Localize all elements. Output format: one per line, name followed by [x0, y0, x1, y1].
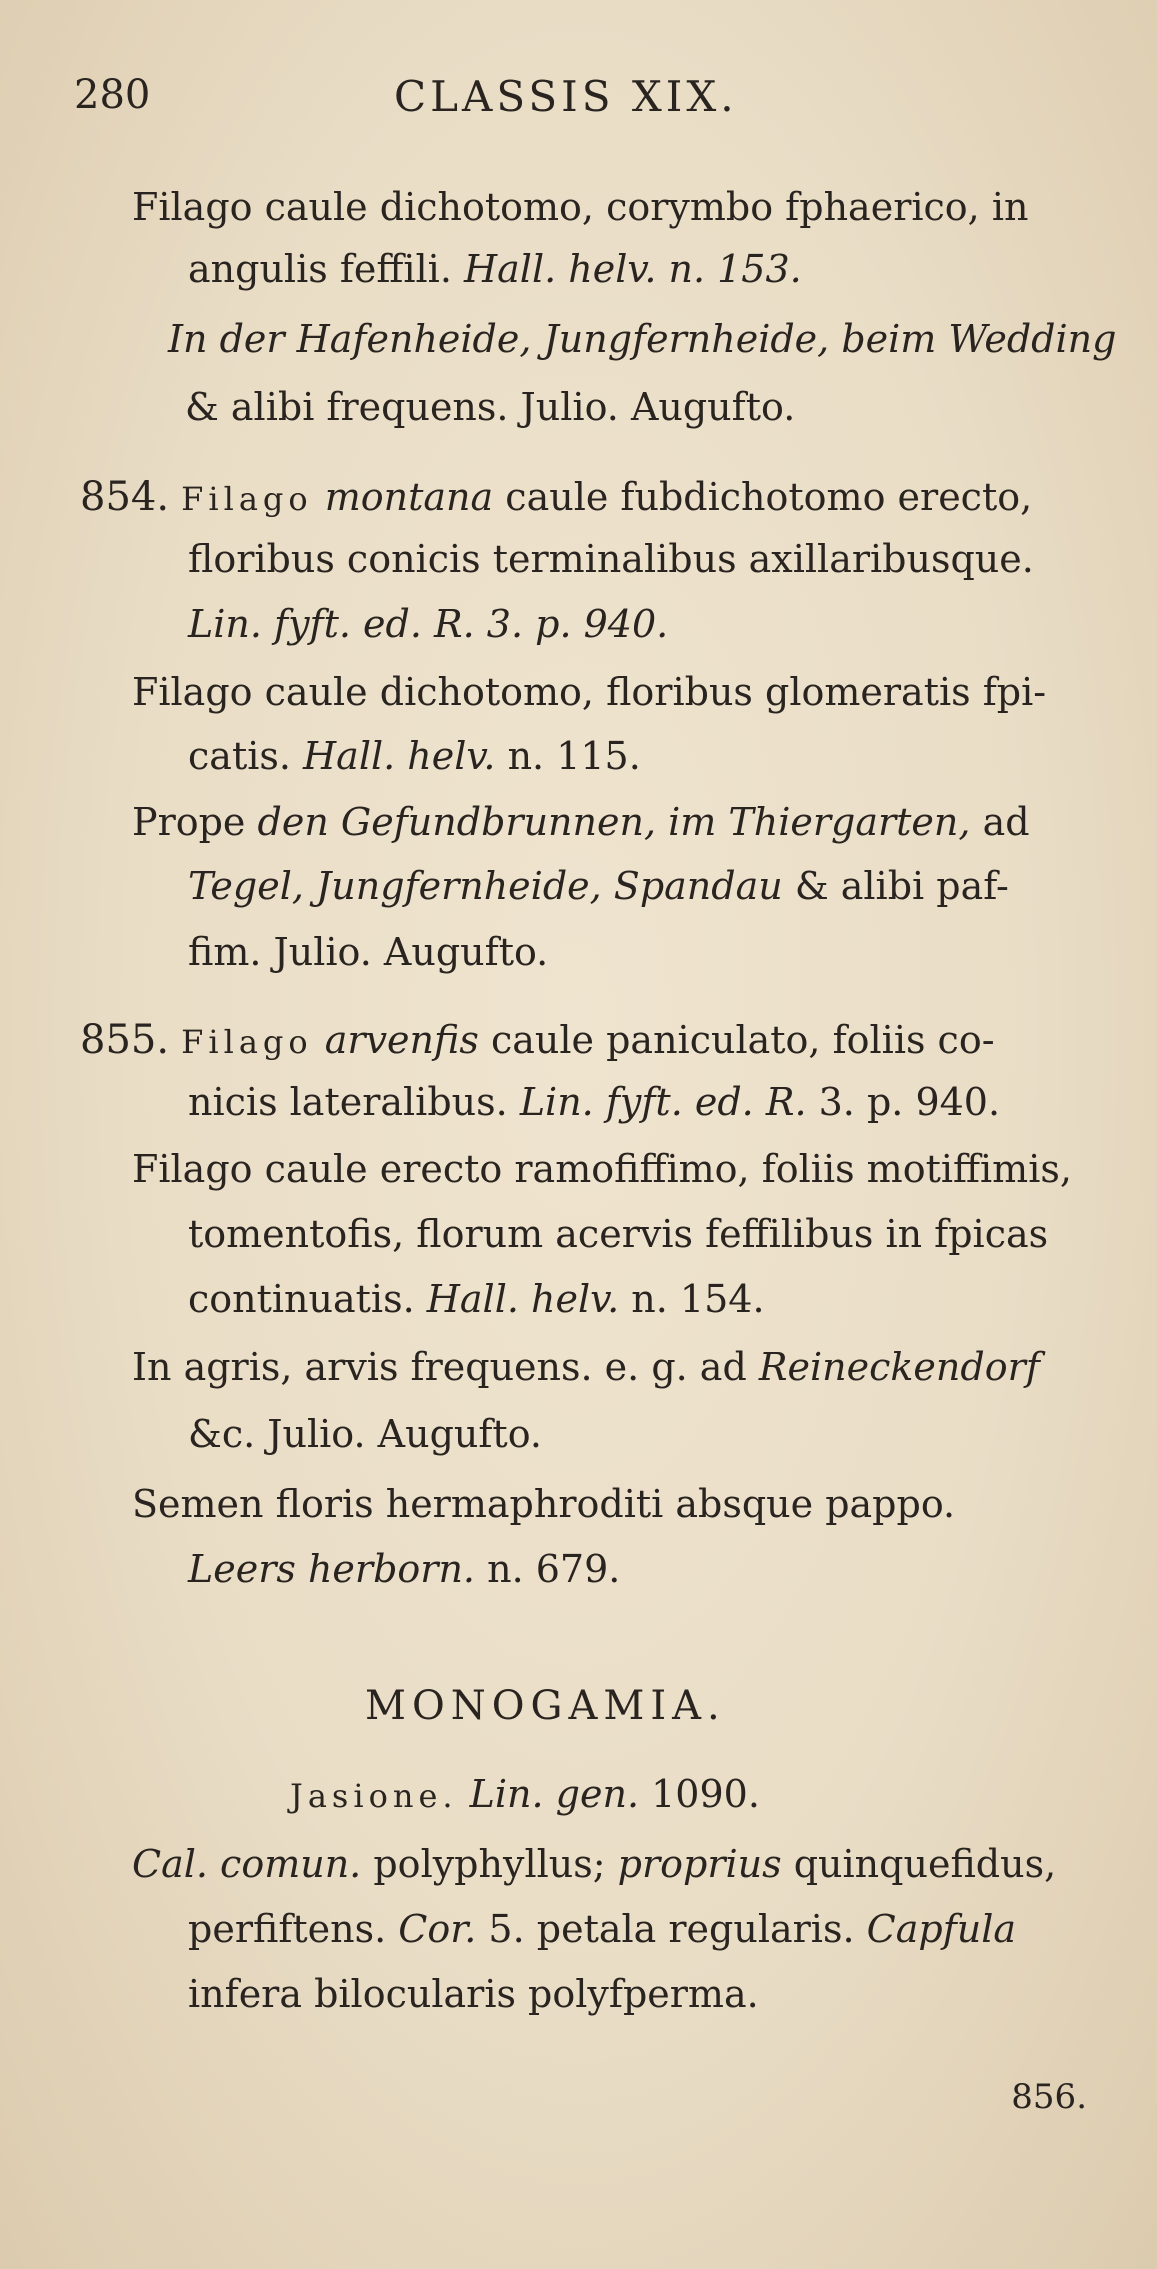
section-title: MONOGAMIA. [365, 1683, 726, 1729]
text-line: &c. Julio. Augufto. [188, 1412, 542, 1456]
text-line: In agris, arvis frequens. e. g. ad Reineckendorf [132, 1345, 1040, 1389]
text-line: floribus conicis terminalibus axillaribusque. [188, 537, 1034, 581]
text-line: Tegel, Jungfernheide, Spandau & alibi paf- [188, 864, 1009, 908]
text-line: infera bilocularis polyfperma. [188, 1972, 759, 2016]
entry-855-heading: 855. Filago arvenfis caule paniculato, foliis co- [80, 1017, 995, 1063]
text-line: Filago caule dichotomo, corymbo fphaerico, in [132, 185, 1029, 229]
entry-854-heading: 854. Filago montana caule fubdichotomo erecto, [80, 474, 1033, 520]
text-line: Cal. comun. polyphyllus; proprius quinquefidus, [132, 1842, 1057, 1886]
text-line: nicis lateralibus. Lin. fyft. ed. R. 3. p. 940. [188, 1080, 1001, 1124]
text-line: perfiftens. Cor. 5. petala regularis. Capfula [188, 1907, 1017, 1951]
text-line: Filago caule erecto ramofiffimo, foliis motiffimis, [132, 1147, 1072, 1191]
text-line: In der Hafenheide, Jungfernheide, beim Wedding [168, 317, 1117, 361]
text-line: catis. Hall. helv. n. 115. [188, 734, 641, 778]
catchword: 856. [1011, 2077, 1087, 2117]
page-header [74, 72, 1083, 132]
text-line: tomentofis, florum acervis feffilibus in fpicas [188, 1212, 1049, 1256]
text-line: angulis feffili. Hall. helv. n. 153. [188, 247, 802, 291]
genus-heading: Jasione. Lin. gen. 1090. [290, 1772, 760, 1816]
page-number: 280 [74, 72, 151, 118]
text-line: Semen floris hermaphroditi absque pappo. [132, 1482, 956, 1526]
text-line: continuatis. Hall. helv. n. 154. [188, 1277, 765, 1321]
text-line: Filago caule dichotomo, floribus glomeratis fpi- [132, 670, 1047, 714]
running-head: CLASSIS XIX. [394, 72, 738, 121]
text-line: Leers herborn. n. 679. [188, 1547, 621, 1591]
text-line: Prope den Gefundbrunnen, im Thiergarten, ad [132, 800, 1030, 844]
text-line: & alibi frequens. Julio. Augufto. [185, 385, 796, 429]
text-line: fim. Julio. Augufto. [188, 930, 549, 974]
text-line: Lin. fyft. ed. R. 3. p. 940. [188, 602, 669, 646]
